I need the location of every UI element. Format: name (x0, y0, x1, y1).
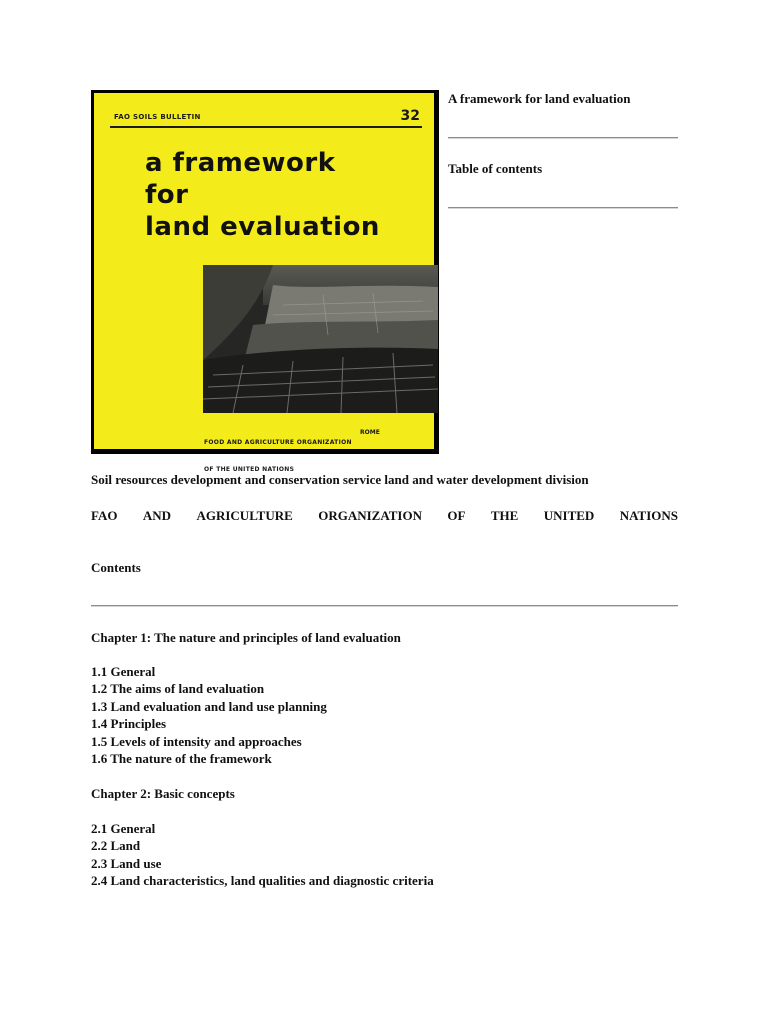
section-link[interactable]: 2.3 Land use (91, 855, 162, 871)
document-title: A framework for land evaluation (448, 91, 631, 106)
contents-divider (91, 605, 678, 607)
org-word: ORGANIZATION (318, 508, 422, 523)
section-link[interactable]: 1.4 Principles (91, 716, 167, 732)
section-link[interactable]: 1.3 Land evaluation and land use planning (91, 698, 327, 714)
cover-image (91, 90, 439, 473)
division-name: Soil resources development and conservation service land and water development division (91, 472, 589, 487)
toc-divider (448, 207, 678, 209)
contents-heading: Contents (91, 560, 141, 575)
cover-series: FAO SOILS BULLETIN (114, 113, 201, 121)
org-word: UNITED (543, 508, 595, 523)
section-link[interactable]: 2.1 General (91, 821, 156, 836)
cover-title-line: land evaluation (145, 212, 380, 242)
org-word: AND (142, 508, 172, 523)
chapter-2-link[interactable]: Chapter 2: Basic concepts (91, 786, 235, 801)
chapter-1-link[interactable]: Chapter 1: The nature and principles of land evaluation (91, 630, 401, 645)
cover-org-line: OF THE UNITED NATIONS (204, 466, 295, 473)
org-word: FAO (91, 508, 118, 523)
cover-org-line: FOOD AND AGRICULTURE ORGANIZATION (204, 439, 352, 446)
cover-panel (94, 93, 434, 473)
cover-number: 32 (400, 108, 420, 124)
section-link[interactable]: 1.2 The aims of land evaluation (91, 681, 265, 697)
org-word: OF (447, 508, 466, 523)
cover-landscape-photo (203, 265, 438, 413)
section-link[interactable]: 1.1 General (91, 664, 156, 679)
section-link[interactable]: 1.5 Levels of intensity and approaches (91, 733, 302, 749)
chapter-1-sections (91, 663, 327, 767)
section-link[interactable]: 2.2 Land (91, 838, 141, 854)
org-word: THE (490, 508, 519, 523)
org-word: AGRICULTURE (196, 508, 293, 523)
section-link[interactable]: 1.6 The nature of the framework (91, 751, 272, 767)
title-divider (448, 137, 678, 139)
cover-title-line: for (145, 180, 189, 210)
cover-divider (110, 126, 422, 128)
toc-link[interactable]: Table of contents (448, 161, 543, 176)
cover-place: ROME (360, 429, 380, 436)
organization-name (91, 507, 678, 524)
cover-title (145, 147, 380, 243)
org-word: NATIONS (619, 508, 678, 523)
chapter-2-sections (91, 820, 434, 890)
section-link[interactable]: 2.4 Land characteristics, land qualities and diagnostic criteria (91, 873, 434, 889)
cover-title-line: a framework (145, 148, 336, 178)
